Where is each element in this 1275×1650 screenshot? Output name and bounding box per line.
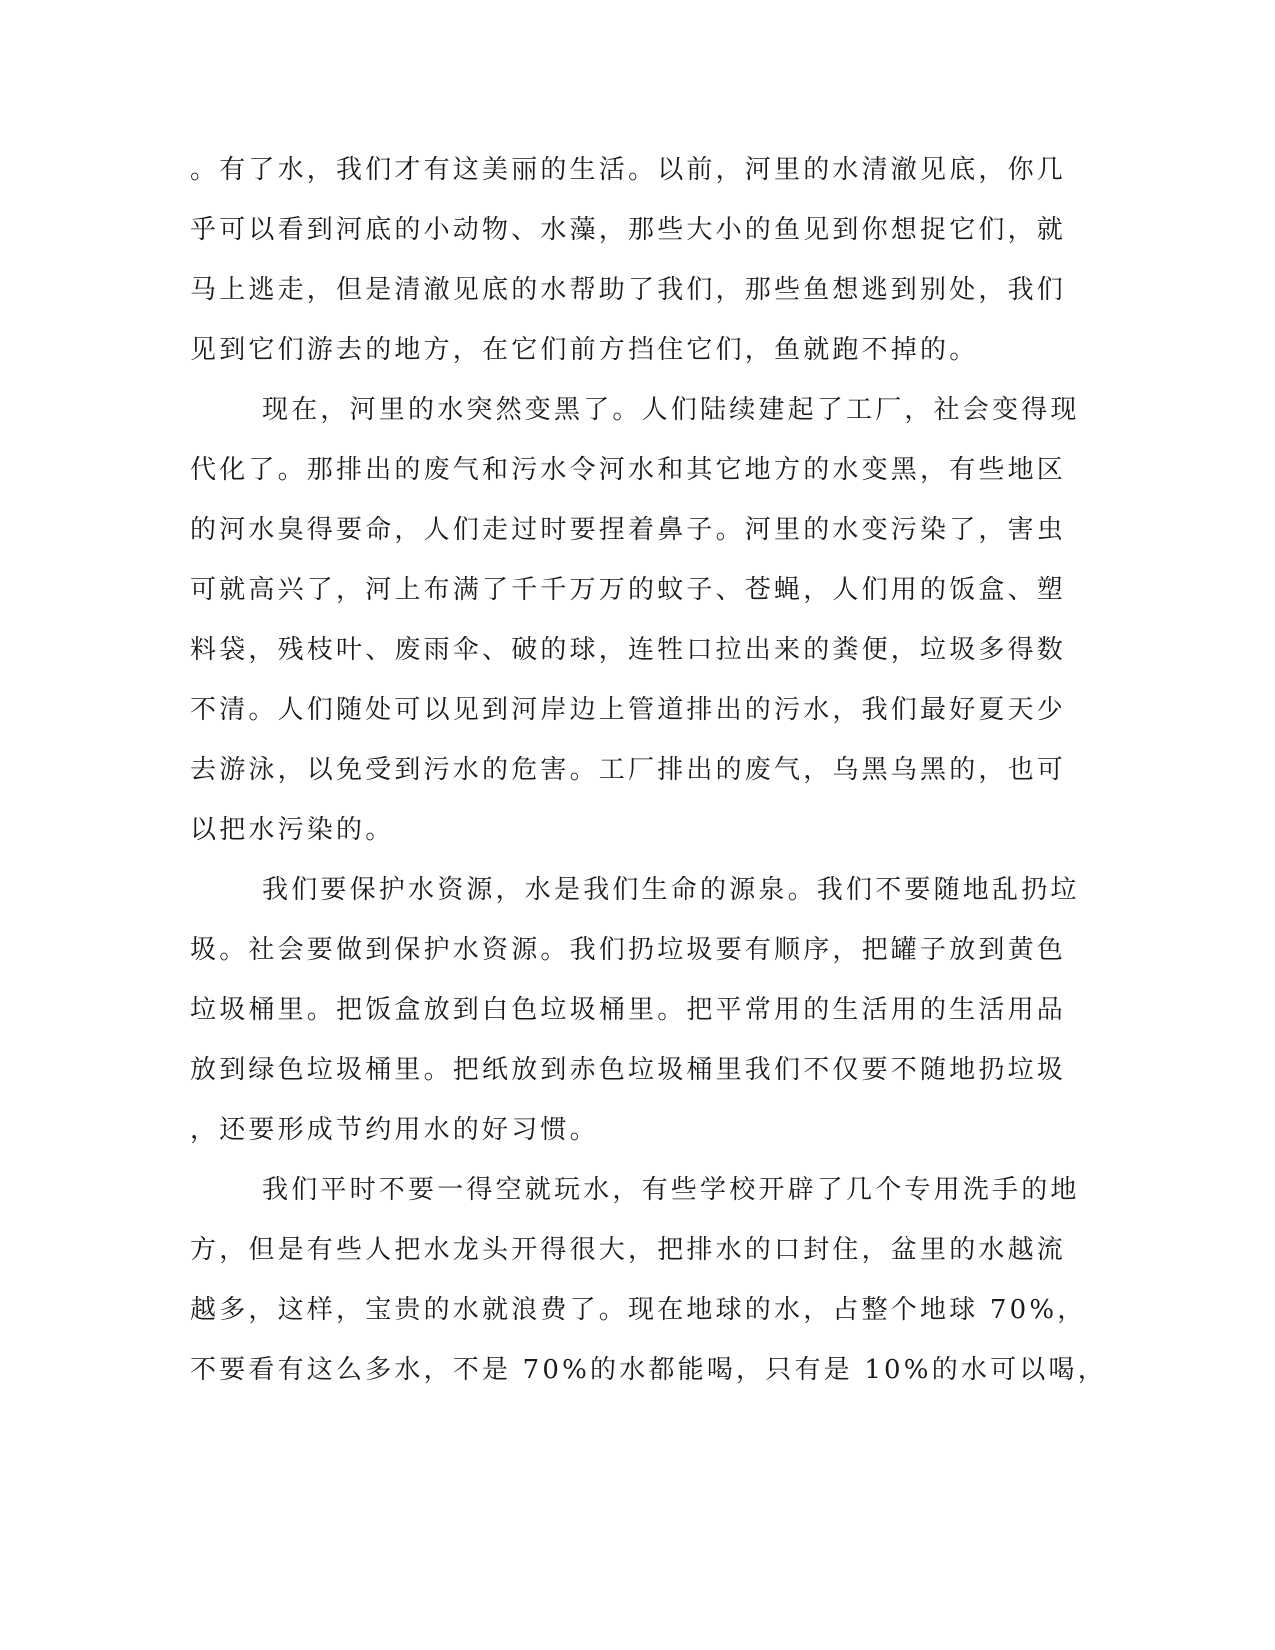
text-line: 我们要保护水资源，水是我们生命的源泉。我们不要随地乱扔垃 [262, 875, 1080, 905]
text-line: 越多，这样，宝贵的水就浪费了。现在地球的水，占整个地球 70%， [190, 1295, 1087, 1325]
text-line: 见到它们游去的地方，在它们前方挡住它们，鱼就跑不掉的。 [190, 335, 979, 365]
text-line: 垃圾桶里。把饭盒放到白色垃圾桶里。把平常用的生活用的生活用品 [190, 995, 1067, 1025]
text-line: 我们平时不要一得空就玩水，有些学校开辟了几个专用洗手的地 [262, 1175, 1080, 1205]
document-body [190, 140, 1107, 1400]
text-line: 现在，河里的水突然变黑了。人们陆续建起了工厂，社会变得现 [262, 395, 1080, 425]
text-line: 不要看有这么多水，不是 70%的水都能喝，只有是 10%的水可以喝， [190, 1355, 1107, 1385]
text-line: 放到绿色垃圾桶里。把纸放到赤色垃圾桶里我们不仅要不随地扔垃圾 [190, 1055, 1067, 1085]
text-line: 乎可以看到河底的小动物、水藻，那些大小的鱼见到你想捉它们，就 [190, 215, 1067, 245]
text-line: 的河水臭得要命，人们走过时要捏着鼻子。河里的水变污染了，害虫 [190, 515, 1067, 545]
text-line: ，还要形成节约用水的好习惯。 [190, 1115, 599, 1145]
text-line: 圾。社会要做到保护水资源。我们扔垃圾要有顺序，把罐子放到黄色 [190, 935, 1067, 965]
text-line: 以把水污染的。 [190, 815, 395, 845]
text-line: 代化了。那排出的废气和污水令河水和其它地方的水变黑，有些地区 [190, 455, 1067, 485]
text-line: 去游泳，以免受到污水的危害。工厂排出的废气，乌黑乌黑的，也可 [190, 755, 1067, 785]
text-line: 。有了水，我们才有这美丽的生活。以前，河里的水清澈见底，你几 [190, 155, 1067, 185]
text-line: 可就高兴了，河上布满了千千万万的蚊子、苍蝇，人们用的饭盒、塑 [190, 575, 1067, 605]
text-line: 马上逃走，但是清澈见底的水帮助了我们，那些鱼想逃到别处，我们 [190, 275, 1067, 305]
text-line: 料袋，残枝叶、废雨伞、破的球，连牲口拉出来的粪便，垃圾多得数 [190, 635, 1067, 665]
text-line: 不清。人们随处可以见到河岸边上管道排出的污水，我们最好夏天少 [190, 695, 1067, 725]
text-line: 方，但是有些人把水龙头开得很大，把排水的口封住，盆里的水越流 [190, 1235, 1067, 1265]
